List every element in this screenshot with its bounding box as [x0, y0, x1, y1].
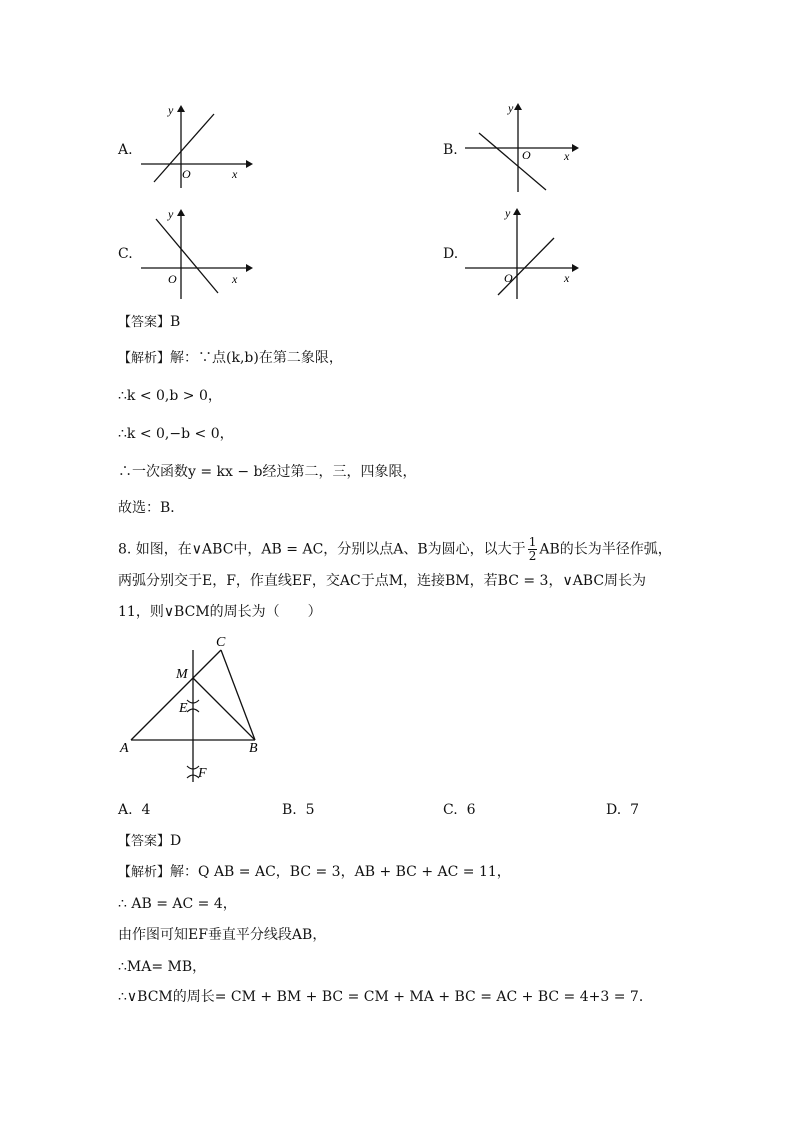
- graph-option-d: [462, 203, 580, 301]
- analysis-line: ∴k < 0,−b < 0，: [118, 426, 234, 442]
- label-c: C: [216, 635, 226, 650]
- analysis-tag: 【解析】: [118, 351, 171, 366]
- option-b-letter: B.: [443, 142, 458, 158]
- y-axis-label: y: [508, 101, 514, 115]
- label-b: B: [249, 741, 258, 756]
- x-axis-label: x: [564, 149, 570, 163]
- q8-stem-line-1: 8. 如图，在∨ABC中，AB = AC，分别以点A、B为圆心，以大于 $\frac{1}{2}$ AB的长为半径作弧，: [118, 535, 672, 563]
- analysis-line: 故选：B．: [118, 500, 185, 516]
- q8-option-a: A. 4: [118, 802, 151, 818]
- segment-ac: [131, 650, 221, 740]
- analysis-line: ∴MA= MB，: [118, 959, 207, 975]
- option-a-letter: A.: [118, 142, 133, 158]
- y-axis-label: y: [168, 207, 174, 221]
- y-axis-label: y: [168, 103, 174, 117]
- answer-tag: 【答案】: [118, 315, 171, 330]
- option-c-letter: C.: [118, 246, 133, 262]
- x-axis-label: x: [232, 167, 238, 181]
- x-axis-label: x: [232, 272, 238, 286]
- analysis-line: ∴一次函数y = kx − b经过第二，三，四象限，: [118, 464, 417, 480]
- label-e: E: [179, 701, 188, 716]
- q8-option-b: B. 5: [282, 802, 315, 818]
- analysis-line: ∴k < 0,b > 0，: [118, 388, 222, 404]
- origin-label: O: [522, 148, 531, 162]
- q8-stem-line-3: 11，则∨BCM的周长为（ ）: [118, 604, 322, 620]
- q7-answer-row: [118, 313, 180, 332]
- segment-bm: [193, 678, 255, 740]
- answer-tag: 【答案】: [118, 834, 171, 849]
- graph-option-c: [138, 203, 253, 301]
- origin-label: O: [504, 271, 513, 285]
- answer-value: D: [170, 833, 182, 849]
- origin-label: O: [182, 167, 191, 181]
- q8-analysis-row: [118, 863, 511, 882]
- line-graph-d: [498, 238, 554, 295]
- label-m: M: [176, 667, 188, 682]
- graph-option-b: [462, 100, 580, 195]
- fraction-one-half: [528, 536, 538, 563]
- line-graph-c: [156, 219, 218, 293]
- analysis-line: 解：∵点(k,b)在第二象限，: [170, 350, 343, 366]
- graph-option-a: [138, 100, 253, 190]
- q8-option-d: D. 7: [606, 802, 640, 818]
- triangle-figure: [115, 630, 275, 788]
- q8-stem-line-2: 两弧分别交于E，F，作直线EF，交AC于点M，连接BM，若BC = 3，∨ABC周长为: [118, 573, 647, 589]
- y-axis-label: y: [505, 206, 511, 220]
- label-a: A: [120, 741, 129, 756]
- q8-answer-row: [118, 832, 181, 851]
- answer-value: B: [170, 314, 181, 330]
- analysis-line: ∴ AB = AC = 4，: [118, 896, 237, 912]
- fraction-denominator: 2: [528, 549, 537, 563]
- analysis-line: 解：Q AB = AC，BC = 3，AB + BC + AC = 11，: [170, 864, 511, 880]
- q8-option-c: C. 6: [443, 802, 476, 818]
- line-graph-b: [479, 133, 546, 190]
- segment-bc: [221, 650, 255, 740]
- x-axis-label: x: [564, 271, 570, 285]
- option-d-letter: D.: [443, 246, 459, 262]
- q7-analysis-row: [118, 349, 343, 368]
- label-f: F: [198, 766, 207, 781]
- analysis-tag: 【解析】: [118, 865, 171, 880]
- fraction-numerator: 1: [528, 535, 537, 549]
- analysis-line: 由作图可知EF垂直平分线段AB，: [118, 927, 327, 943]
- analysis-line: ∴∨BCM的周长= CM + BM + BC = CM + MA + BC = AC + BC = 4+3 = 7．: [118, 989, 653, 1005]
- origin-label: O: [168, 272, 177, 286]
